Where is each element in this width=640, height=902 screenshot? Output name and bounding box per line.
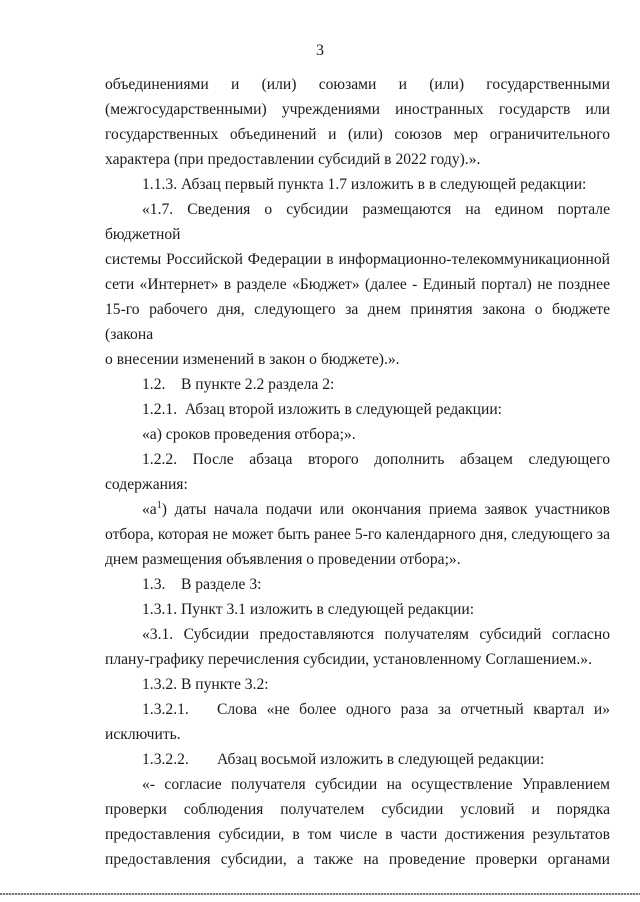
clause-text: Абзац восьмой изложить в следующей редакции: [217, 751, 545, 768]
scan-edge [0, 893, 640, 895]
text-line: отбора, которая не может быть ранее 5-го календарного дня, следующего за [105, 526, 610, 543]
paragraph-1-1-3: 1.1.3. Абзац первый пункта 1.7 изложить в в следующей редакции: [142, 176, 587, 193]
text-line: 15-го рабочего дня, следующего за днем принятия закона о бюджете (закона [105, 301, 610, 343]
text-line: (межгосударственными) учреждениями иностранных государств или [105, 101, 610, 118]
text-line: сети «Интернет» в разделе «Бюджет» (далее - Единый портал) не позднее [105, 276, 610, 293]
paragraph-1-2-2: 1.2.2. После абзаца второго дополнить абзацем следующего [142, 451, 610, 468]
document-body [105, 72, 610, 872]
text-line: содержания: [105, 476, 188, 493]
text-line: «1.7. Сведения о субсидии размещаются на едином портале бюджетной [105, 201, 610, 243]
paragraph-1-3-2: 1.3.2. В пункте 3.2: [142, 676, 269, 693]
text-line: «а) сроков проведения отбора;». [142, 426, 356, 443]
text-line: «- согласие получателя субсидии на осуществление Управлением [142, 776, 610, 793]
text-line: плану-графику перечисления субсидии, установленному Соглашением.». [105, 651, 592, 668]
text-line: «3.1. Субсидии предоставляются получателям субсидий согласно [142, 626, 610, 643]
text-line: исключить. [105, 726, 181, 743]
text-line: системы Российской Федерации в информационно-телекоммуникационной [105, 251, 610, 268]
text-line: предоставления субсидии, а также на проведение проверки органами [105, 851, 610, 868]
text-line: о внесении изменений в закон о бюджете).». [105, 351, 400, 368]
clause-number: 1.3.2.2. [142, 751, 189, 768]
text-line: днем размещения объявления о проведении отбора;». [105, 551, 461, 568]
text-line: проверки соблюдения получателем субсидии условий и порядка [105, 801, 610, 818]
paragraph-1-3-2-1 [105, 697, 610, 722]
paragraph-1-3: 1.3. В разделе 3: [142, 576, 262, 593]
text-fragment: «а [142, 501, 157, 518]
paragraph-1-2: 1.2. В пункте 2.2 раздела 2: [142, 376, 335, 393]
paragraph-1-3-1: 1.3.1. Пункт 3.1 изложить в следующей редакции: [142, 601, 475, 618]
text-line [105, 497, 610, 522]
clause-number: 1.3.2.1. [142, 701, 189, 718]
paragraph-1-3-2-2 [105, 747, 610, 772]
text-line: государственных объединений и (или) союзов мер ограничительного [105, 126, 610, 143]
paragraph-1-2-1: 1.2.1. Абзац второй изложить в следующей редакции: [142, 401, 503, 418]
text-line: объединениями и (или) союзами и (или) государственными [105, 76, 610, 93]
clause-text: Слова «не более одного раза за отчетный квартал и» [217, 701, 610, 718]
page-number: 3 [316, 42, 324, 59]
text-line: характера (при предоставлении субсидий в 2022 году).». [105, 151, 481, 168]
superscript: 1 [156, 499, 162, 511]
text-fragment: ) даты начала подачи или окончания приема заявок участников [161, 501, 610, 518]
text-line: предоставления субсидии, в том числе в части достижения результатов [105, 826, 610, 843]
